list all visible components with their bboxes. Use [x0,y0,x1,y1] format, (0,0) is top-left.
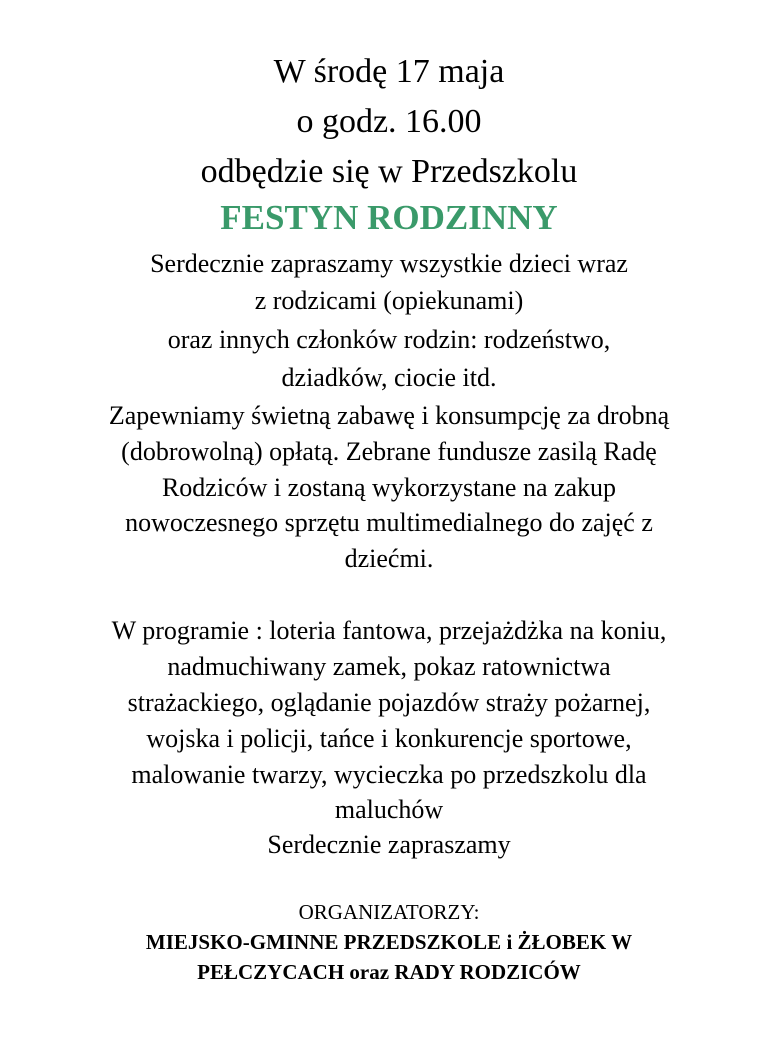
program-line: maluchów [334,795,444,824]
invitation-line: Zapewniamy świetną zabawę i konsumpcję za drobną [108,401,670,430]
location-line: odbędzie się w Przedszkolu [200,153,578,190]
invitation-line: dziadków, ciocie itd. [281,363,497,392]
invitation-line: (dobrowolną) opłatą. Zebrane fundusze zasilą Radę [121,437,657,466]
event-title: FESTYN RODZINNY [220,198,558,237]
invitation-line: nowoczesnego sprzętu multimedialnego do zajęć z [125,508,653,537]
program-line: wojska i policji, tańce i konkurencje sportowe, [146,724,632,753]
date-line: W środę 17 maja [273,53,505,90]
program-line: nadmuchiwany zamek, pokaz ratownictwa [167,652,611,681]
organizers-line: MIEJSKO-GMINNE PRZEDSZKOLE i ŻŁOBEK W [145,930,633,954]
invitation-line: dziećmi. [344,544,434,573]
closing-line: Serdecznie zapraszamy [267,830,511,859]
program-line: malowanie twarzy, wycieczka po przedszkolu dla [131,760,647,789]
invitation-line: Rodziców i zostaną wykorzystane na zakup [161,473,617,502]
invitation-line: z rodzicami (opiekunami) [254,286,524,315]
invitation-line: Serdecznie zapraszamy wszystkie dzieci wraz [150,249,628,278]
time-line: o godz. 16.00 [296,103,482,140]
organizers-label: ORGANIZATORZY: [298,900,480,924]
program-line: W programie : loteria fantowa, przejażdżka na koniu, [111,616,667,645]
organizers-line: PEŁCZYCACH oraz RADY RODZICÓW [197,960,581,984]
program-line: strażackiego, oglądanie pojazdów straży pożarnej, [127,688,651,717]
invitation-line: oraz innych członków rodzin: rodzeństwo, [167,325,611,354]
